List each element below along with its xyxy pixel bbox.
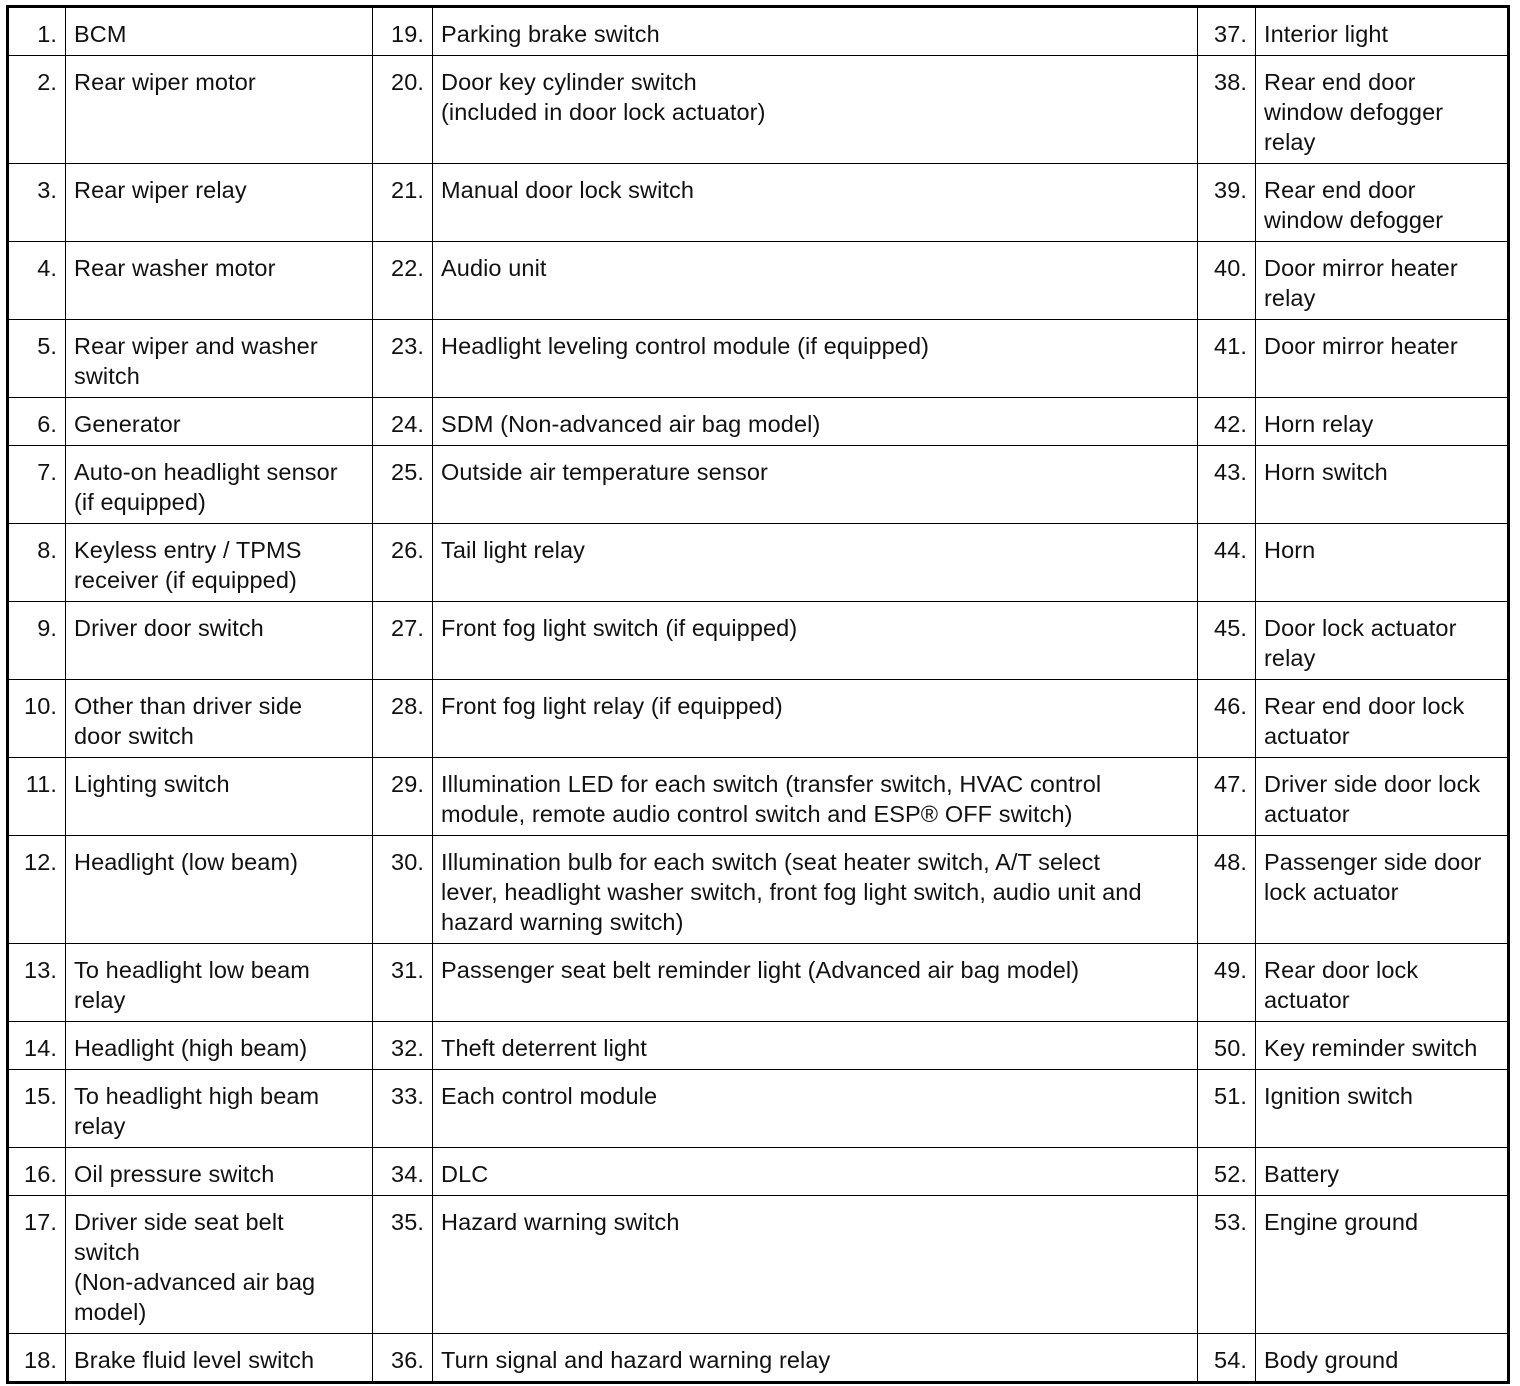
- table-row: [8, 758, 1509, 836]
- item-number: 51.: [1198, 1070, 1256, 1148]
- item-number: 38.: [1198, 56, 1256, 164]
- item-label: Generator: [66, 398, 373, 446]
- item-number: 5.: [8, 320, 66, 398]
- item-label: Parking brake switch: [433, 7, 1198, 56]
- item-label: Keyless entry / TPMS receiver (if equipped): [66, 524, 373, 602]
- item-label: Driver side door lock actuator: [1256, 758, 1509, 836]
- item-number: 54.: [1198, 1334, 1256, 1383]
- table-row: [8, 1070, 1509, 1148]
- item-number: 12.: [8, 836, 66, 944]
- item-number: 9.: [8, 602, 66, 680]
- item-label: Front fog light switch (if equipped): [433, 602, 1198, 680]
- item-number: 17.: [8, 1196, 66, 1334]
- item-number: 3.: [8, 164, 66, 242]
- item-label: Battery: [1256, 1148, 1509, 1196]
- item-number: 30.: [373, 836, 433, 944]
- table-row: [8, 680, 1509, 758]
- item-number: 33.: [373, 1070, 433, 1148]
- item-label: Each control module: [433, 1070, 1198, 1148]
- item-number: 19.: [373, 7, 433, 56]
- table-row: [8, 836, 1509, 944]
- item-label: Body ground: [1256, 1334, 1509, 1383]
- item-number: 32.: [373, 1022, 433, 1070]
- item-number: 18.: [8, 1334, 66, 1383]
- item-label: Driver side seat belt switch (Non-advanced air bag model): [66, 1196, 373, 1334]
- item-label: Turn signal and hazard warning relay: [433, 1334, 1198, 1383]
- item-label: Illumination LED for each switch (transfer switch, HVAC control module, remote audio control switch and ESP® OFF switch): [433, 758, 1198, 836]
- table-row: [8, 242, 1509, 320]
- item-label: DLC: [433, 1148, 1198, 1196]
- item-label: Front fog light relay (if equipped): [433, 680, 1198, 758]
- item-label: To headlight low beam relay: [66, 944, 373, 1022]
- item-label: Rear wiper relay: [66, 164, 373, 242]
- item-label: Horn: [1256, 524, 1509, 602]
- item-label: Tail light relay: [433, 524, 1198, 602]
- item-number: 8.: [8, 524, 66, 602]
- item-label: Rear end door window defogger relay: [1256, 56, 1509, 164]
- item-label: Rear end door window defogger: [1256, 164, 1509, 242]
- item-number: 27.: [373, 602, 433, 680]
- table-row: [8, 524, 1509, 602]
- table-row: [8, 1196, 1509, 1334]
- item-number: 7.: [8, 446, 66, 524]
- item-number: 2.: [8, 56, 66, 164]
- item-label: Passenger side door lock actuator: [1256, 836, 1509, 944]
- table-row: [8, 602, 1509, 680]
- item-label: Brake fluid level switch: [66, 1334, 373, 1383]
- item-label: Door mirror heater: [1256, 320, 1509, 398]
- item-label: Ignition switch: [1256, 1070, 1509, 1148]
- item-label: Rear end door lock actuator: [1256, 680, 1509, 758]
- item-number: 20.: [373, 56, 433, 164]
- item-number: 29.: [373, 758, 433, 836]
- item-label: Theft deterrent light: [433, 1022, 1198, 1070]
- table-row: [8, 164, 1509, 242]
- item-label: Rear wiper and washer switch: [66, 320, 373, 398]
- item-label: Manual door lock switch: [433, 164, 1198, 242]
- item-label: Passenger seat belt reminder light (Advanced air bag model): [433, 944, 1198, 1022]
- item-number: 21.: [373, 164, 433, 242]
- item-number: 26.: [373, 524, 433, 602]
- item-number: 15.: [8, 1070, 66, 1148]
- item-label: Door mirror heater relay: [1256, 242, 1509, 320]
- item-label: Rear washer motor: [66, 242, 373, 320]
- item-number: 40.: [1198, 242, 1256, 320]
- item-label: Hazard warning switch: [433, 1196, 1198, 1334]
- table-row: [8, 1148, 1509, 1196]
- item-label: Engine ground: [1256, 1196, 1509, 1334]
- item-label: Driver door switch: [66, 602, 373, 680]
- item-number: 34.: [373, 1148, 433, 1196]
- item-label: Audio unit: [433, 242, 1198, 320]
- item-label: Outside air temperature sensor: [433, 446, 1198, 524]
- item-number: 52.: [1198, 1148, 1256, 1196]
- item-label: Lighting switch: [66, 758, 373, 836]
- item-label: Door lock actuator relay: [1256, 602, 1509, 680]
- item-label: To headlight high beam relay: [66, 1070, 373, 1148]
- item-label: Auto-on headlight sensor (if equipped): [66, 446, 373, 524]
- item-number: 25.: [373, 446, 433, 524]
- item-label: Rear door lock actuator: [1256, 944, 1509, 1022]
- item-number: 23.: [373, 320, 433, 398]
- table-row: [8, 398, 1509, 446]
- item-number: 45.: [1198, 602, 1256, 680]
- table-row: [8, 944, 1509, 1022]
- item-number: 16.: [8, 1148, 66, 1196]
- item-label: Horn relay: [1256, 398, 1509, 446]
- item-number: 10.: [8, 680, 66, 758]
- item-label: Illumination bulb for each switch (seat heater switch, A/T select lever, headlight washer switch, front fog light switch, audio unit and hazard warning switch): [433, 836, 1198, 944]
- item-label: Headlight (high beam): [66, 1022, 373, 1070]
- item-number: 36.: [373, 1334, 433, 1383]
- legend-body: [8, 7, 1509, 1383]
- item-number: 14.: [8, 1022, 66, 1070]
- item-number: 43.: [1198, 446, 1256, 524]
- item-label: Headlight leveling control module (if equipped): [433, 320, 1198, 398]
- item-label: Rear wiper motor: [66, 56, 373, 164]
- item-label: Headlight (low beam): [66, 836, 373, 944]
- item-number: 39.: [1198, 164, 1256, 242]
- item-number: 50.: [1198, 1022, 1256, 1070]
- table-row: [8, 56, 1509, 164]
- table-row: [8, 1334, 1509, 1383]
- item-number: 49.: [1198, 944, 1256, 1022]
- table-row: [8, 446, 1509, 524]
- table-row: [8, 7, 1509, 56]
- table-row: [8, 1022, 1509, 1070]
- item-number: 37.: [1198, 7, 1256, 56]
- item-number: 42.: [1198, 398, 1256, 446]
- item-number: 53.: [1198, 1196, 1256, 1334]
- item-number: 6.: [8, 398, 66, 446]
- item-label: SDM (Non-advanced air bag model): [433, 398, 1198, 446]
- item-number: 48.: [1198, 836, 1256, 944]
- item-label: Interior light: [1256, 7, 1509, 56]
- item-number: 24.: [373, 398, 433, 446]
- item-number: 35.: [373, 1196, 433, 1334]
- item-number: 46.: [1198, 680, 1256, 758]
- table-row: [8, 320, 1509, 398]
- item-number: 4.: [8, 242, 66, 320]
- item-number: 1.: [8, 7, 66, 56]
- item-label: Horn switch: [1256, 446, 1509, 524]
- item-number: 22.: [373, 242, 433, 320]
- item-label: Other than driver side door switch: [66, 680, 373, 758]
- item-number: 11.: [8, 758, 66, 836]
- item-label: Oil pressure switch: [66, 1148, 373, 1196]
- item-number: 47.: [1198, 758, 1256, 836]
- item-number: 41.: [1198, 320, 1256, 398]
- item-number: 13.: [8, 944, 66, 1022]
- item-label: BCM: [66, 7, 373, 56]
- item-number: 44.: [1198, 524, 1256, 602]
- item-label: Door key cylinder switch (included in door lock actuator): [433, 56, 1198, 164]
- item-label: Key reminder switch: [1256, 1022, 1509, 1070]
- component-legend-table: [6, 5, 1510, 1384]
- item-number: 31.: [373, 944, 433, 1022]
- item-number: 28.: [373, 680, 433, 758]
